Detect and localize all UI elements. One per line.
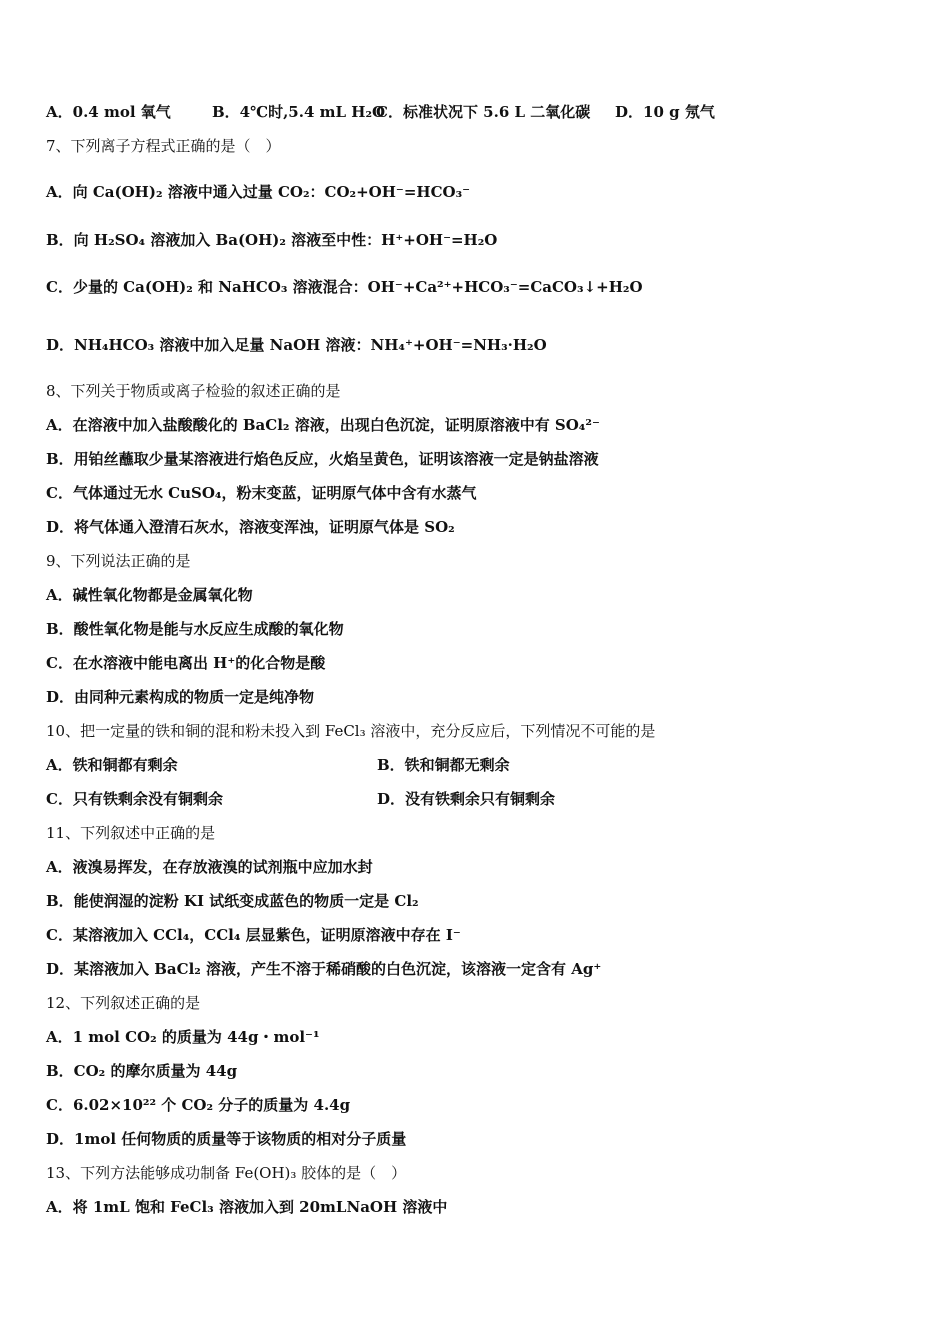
q11-option-c: C．某溶液加入 CCl₄，CCl₄ 层显紫色，证明原溶液中存在 I⁻: [46, 926, 461, 944]
q12-stem: 12、下列叙述正确的是: [46, 994, 201, 1012]
q13-option-a: A．将 1mL 饱和 FeCl₃ 溶液加入到 20mLNaOH 溶液中: [46, 1198, 448, 1216]
q8-option-a: A．在溶液中加入盐酸酸化的 BaCl₂ 溶液，出现白色沉淀，证明原溶液中有 SO₄²⁻: [46, 416, 600, 434]
q9-option-c: C．在水溶液中能电离出 H⁺的化合物是酸: [46, 654, 326, 672]
q8-stem: 8、下列关于物质或离子检验的叙述正确的是: [46, 382, 341, 400]
q6-option-d: D．10 g 氖气: [615, 103, 715, 121]
q9-option-d: D．由同种元素构成的物质一定是纯净物: [46, 688, 315, 706]
q7-option-b: B．向 H₂SO₄ 溶液加入 Ba(OH)₂ 溶液至中性：H⁺+OH⁻=H₂O: [46, 231, 498, 249]
q12-option-a: A．1 mol CO₂ 的质量为 44g・mol⁻¹: [46, 1028, 320, 1046]
q7-option-a: A．向 Ca(OH)₂ 溶液中通入过量 CO₂：CO₂+OH⁻=HCO₃⁻: [46, 183, 471, 201]
q7-stem: 7、下列离子方程式正确的是（ ）: [46, 137, 281, 155]
q7-option-c: C．少量的 Ca(OH)₂ 和 NaHCO₃ 溶液混合：OH⁻+Ca²⁺+HCO₃⁻=CaCO₃↓+H₂O: [46, 278, 643, 296]
q11-option-d: D．某溶液加入 BaCl₂ 溶液，产生不溶于稀硝酸的白色沉淀，该溶液一定含有 Ag⁺: [46, 960, 602, 978]
q10-option-c: C．只有铁剩余没有铜剩余: [46, 790, 223, 808]
q9-option-b: B．酸性氧化物是能与水反应生成酸的氧化物: [46, 620, 344, 638]
q8-option-b: B．用铂丝蘸取少量某溶液进行焰色反应，火焰呈黄色，证明该溶液一定是钠盐溶液: [46, 450, 599, 468]
q11-option-a: A．液溴易挥发，在存放液溴的试剂瓶中应加水封: [46, 858, 373, 876]
q9-stem: 9、下列说法正确的是: [46, 552, 191, 570]
q7-option-d: D．NH₄HCO₃ 溶液中加入足量 NaOH 溶液：NH₄⁺+OH⁻=NH₃·H₂O: [46, 336, 547, 354]
q10-option-b: B．铁和铜都无剩余: [377, 756, 510, 774]
q6-option-b: B．4℃时,5.4 mL H₂O: [212, 103, 386, 121]
q10-option-d: D．没有铁剩余只有铜剩余: [377, 790, 556, 808]
q12-option-c: C．6.02×10²² 个 CO₂ 分子的质量为 4.4g: [46, 1096, 351, 1114]
q6-option-c: C．标准状况下 5.6 L 二氧化碳: [376, 103, 591, 121]
q9-option-a: A．碱性氧化物都是金属氧化物: [46, 586, 253, 604]
q13-stem: 13、下列方法能够成功制备 Fe(OH)₃ 胶体的是（ ）: [46, 1164, 407, 1182]
q8-option-d: D．将气体通入澄清石灰水，溶液变浑浊，证明原气体是 SO₂: [46, 518, 455, 536]
q11-stem: 11、下列叙述中正确的是: [46, 824, 216, 842]
q10-stem: 10、把一定量的铁和铜的混和粉未投入到 FeCl₃ 溶液中，充分反应后，下列情况不可能的是: [46, 722, 656, 740]
q6-option-a: A．0.4 mol 氧气: [46, 103, 171, 121]
q11-option-b: B．能使润湿的淀粉 KI 试纸变成蓝色的物质一定是 Cl₂: [46, 892, 419, 910]
q8-option-c: C．气体通过无水 CuSO₄，粉末变蓝，证明原气体中含有水蒸气: [46, 484, 477, 502]
q12-option-d: D．1mol 任何物质的质量等于该物质的相对分子质量: [46, 1130, 407, 1148]
q12-option-b: B．CO₂ 的摩尔质量为 44g: [46, 1062, 238, 1080]
q10-option-a: A．铁和铜都有剩余: [46, 756, 178, 774]
